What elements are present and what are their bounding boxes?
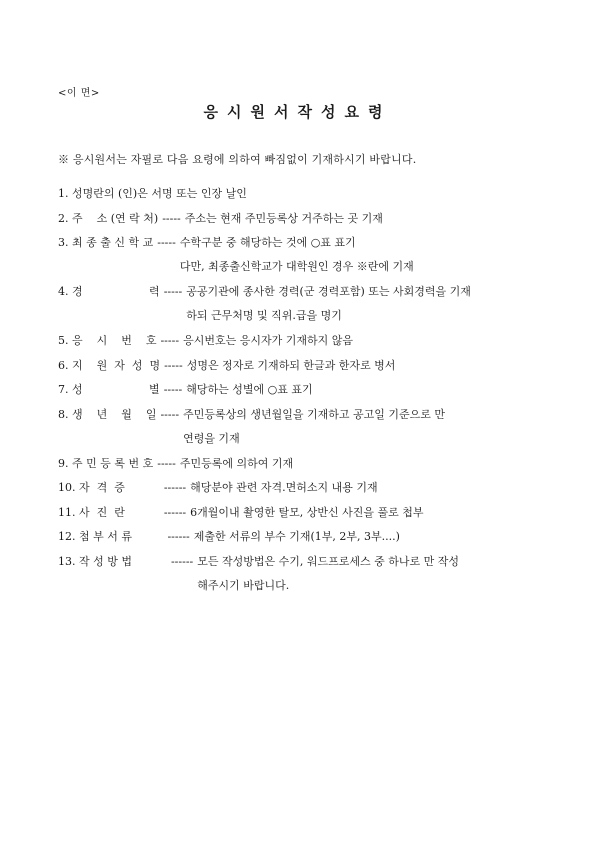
instruction-item-4 [58, 284, 558, 333]
instruction-desc: 해당하는 성별에 ○표 표기 [186, 383, 313, 396]
instruction-dash: ----- [163, 285, 183, 298]
instruction-desc: 공공기관에 종사한 경력(군 경력포함) 또는 사회경력을 기재 [186, 285, 471, 298]
instruction-item-2 [58, 211, 558, 236]
instruction-desc-continued: 해주시기 바랍니다. [197, 578, 290, 592]
instruction-item-13 [58, 554, 558, 603]
instruction-label: 5. 응 시 번 호 [58, 334, 157, 347]
instruction-desc-continued: 하되 근무처명 및 직위.급을 명기 [186, 309, 342, 322]
instruction-desc-continued: 다만, 최종출신학교가 대학원인 경우 ※란에 기재 [179, 260, 414, 273]
instruction-item-5 [58, 333, 558, 358]
instruction-list [58, 186, 558, 603]
instruction-dash: ----- [164, 358, 183, 372]
instruction-desc-block [183, 407, 558, 447]
instruction-desc: 6개월이내 촬영한 탈모, 상반신 사진을 풀로 첩부 [190, 505, 424, 519]
instruction-item-1 [58, 186, 558, 211]
instruction-desc-block [180, 235, 558, 275]
instruction-dash: ------ [163, 481, 187, 494]
instruction-desc: 성명은 정자로 기재하되 한글과 한자로 병서 [186, 358, 396, 372]
instruction-dash: ------ [167, 530, 190, 543]
instruction-dash: ----- [162, 211, 181, 225]
instruction-dash: ----- [157, 456, 176, 470]
instruction-item-8 [58, 407, 558, 456]
instruction-desc: 주민등록상의 생년월일을 기재하고 공고일 기준으로 만 [183, 407, 445, 421]
instruction-desc: 제출한 서류의 부수 기재(1부, 2부, 3부....) [193, 530, 400, 543]
instruction-desc: 수학구분 중 해당하는 것에 ○표 표기 [179, 236, 356, 249]
instruction-desc: 모든 작성방법은 수기, 워드프로세스 중 하나로 만 작성 [197, 554, 460, 568]
instruction-dash: ------ [163, 505, 187, 519]
instruction-label: 8. 생 년 월 일 [58, 407, 157, 421]
instruction-item-9 [58, 456, 558, 481]
instruction-dash: ----- [157, 236, 176, 249]
instruction-desc-block [186, 284, 558, 324]
instruction-dash: ----- [163, 383, 183, 396]
instruction-label: 10. 자 격 증 [58, 481, 160, 494]
instruction-text: 1. 성명란의 (인)은 서명 또는 인장 날인 [58, 187, 247, 200]
page-side-label: <이 면> [58, 88, 100, 99]
instruction-dash: ----- [160, 407, 180, 421]
instruction-dash: ----- [160, 334, 180, 347]
instruction-item-6 [58, 358, 558, 383]
instruction-desc-block [197, 554, 558, 594]
instruction-desc-continued: 연령을 기재 [183, 431, 240, 445]
page-title: 응시원서작성요령 [203, 103, 392, 121]
general-note: ※ 응시원서는 자필로 다음 요령에 의하여 빠짐없이 기재하시기 바랍니다. [58, 153, 417, 166]
instruction-item-7 [58, 382, 558, 407]
instruction-item-12 [58, 529, 558, 554]
instruction-desc: 주민등록에 의하여 기재 [179, 456, 294, 470]
instruction-label: 4. 경 력 [58, 285, 160, 298]
instruction-label: 13. 작 성 방 법 [58, 554, 167, 568]
instruction-label: 9. 주 민 등 록 번 호 [58, 456, 154, 470]
instruction-item-10 [58, 480, 558, 505]
instruction-desc: 해당분야 관련 자격.면허소지 내용 기재 [190, 481, 378, 494]
instruction-label: 3. 최 종 출 신 학 교 [58, 236, 154, 249]
instruction-item-3 [58, 235, 558, 284]
instruction-label: 7. 성 별 [58, 383, 160, 396]
instruction-label: 11. 사 진 란 [58, 505, 160, 519]
instruction-item-11 [58, 505, 558, 530]
instruction-desc: 주소는 현재 주민등록상 거주하는 곳 기재 [184, 211, 383, 225]
instruction-label: 12. 첨 부 서 류 [58, 530, 164, 543]
instruction-dash: ------ [170, 554, 194, 568]
instruction-label: 6. 지 원 자 성 명 [58, 358, 161, 372]
instruction-desc: 응시번호는 응시자가 기재하지 않음 [183, 334, 353, 347]
instruction-label: 2. 주 소 (연 락 처) [58, 211, 159, 225]
